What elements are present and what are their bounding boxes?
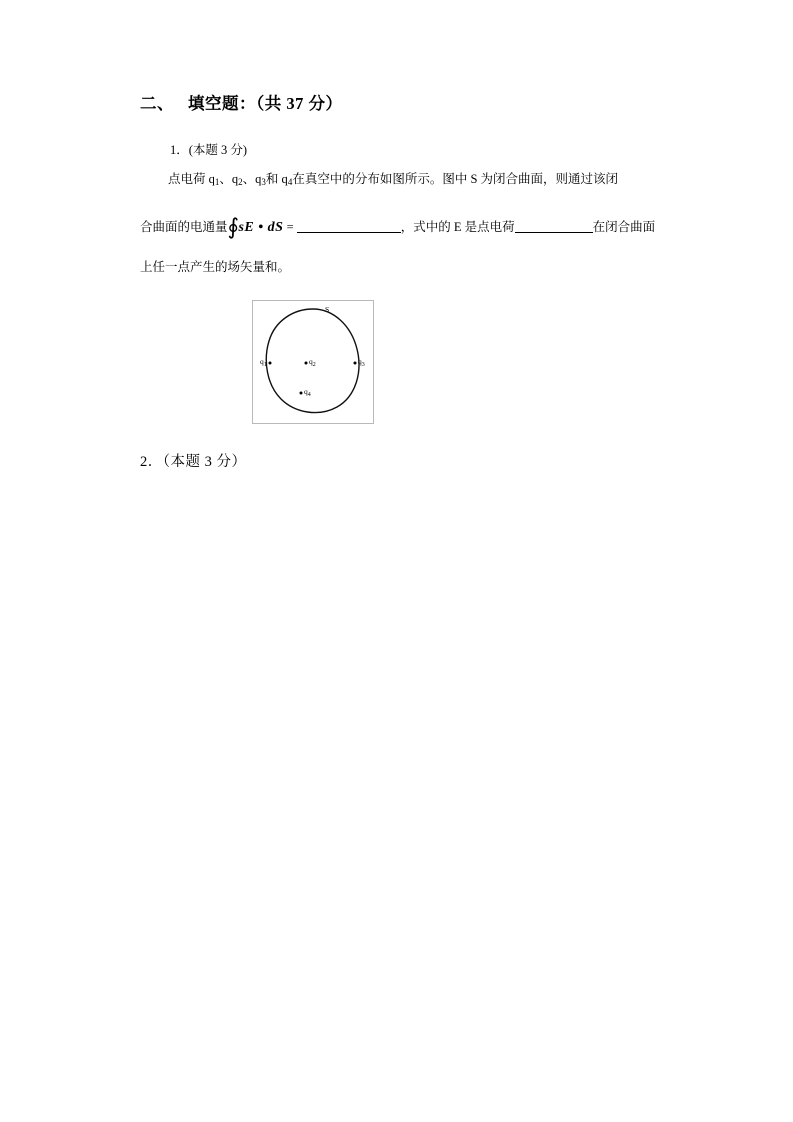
figure-wrapper — [252, 300, 660, 424]
charge-dot-2 — [305, 361, 308, 364]
figure-label-q3: $q_3$ — [358, 356, 365, 368]
charge-dot-3 — [354, 361, 357, 364]
charge-dot-4 — [300, 391, 303, 394]
section-heading — [140, 90, 660, 114]
q1-formula-equals: = — [286, 219, 294, 234]
q1-formula — [227, 213, 284, 239]
q1-sub-4: 4 — [287, 177, 293, 187]
q1-line2-mid: ，式中的 E 是点电荷 — [400, 219, 515, 234]
figure-label-surface — [325, 305, 329, 314]
q1-line2-tail: 在闭合曲面 — [592, 219, 656, 234]
q1-text-d: 和 q — [265, 172, 288, 186]
question-2-mark: 2．（本题 3 分） — [140, 453, 247, 470]
q1-text-b: 、q — [219, 172, 239, 186]
q1-sub-2: 2 — [238, 177, 243, 187]
charge-dot-1 — [269, 361, 272, 364]
question-1-mark: 1．(本题 3 分) — [170, 143, 248, 157]
question-1-line-1 — [140, 164, 660, 196]
q1-sub-1: 1 — [214, 177, 220, 187]
answer-blank-1[interactable] — [297, 232, 401, 233]
figure-label-surface-text: S — [325, 304, 330, 314]
answer-blank-2[interactable] — [515, 232, 593, 233]
document-content — [140, 90, 660, 471]
question-1-line-3 — [140, 252, 660, 284]
q1-line2-prefix: 合曲面的电通量 — [140, 219, 228, 234]
q1-text-e: 在真空中的分布如图所示。图中 S 为闭合曲面，则通过该闭 — [292, 172, 619, 186]
question-1-body — [140, 164, 660, 284]
q1-line3-text: 上任一点产生的场矢量和。 — [140, 259, 291, 274]
q1-text-a: 点电荷 q — [168, 172, 215, 186]
gauss-surface-figure — [252, 300, 374, 424]
question-1-line-2 — [140, 196, 660, 252]
figure-label-q4: $q_4$ — [304, 386, 311, 398]
section-number: 二、 — [140, 94, 174, 113]
contour-integral-icon: ∮ — [227, 213, 240, 239]
figure-label-q2: $q_2$ — [309, 356, 316, 368]
question-2 — [140, 450, 660, 471]
q1-sub-3: 3 — [261, 177, 266, 187]
figure-label-q1: $q_1$ — [260, 356, 267, 368]
q1-formula-body: sE • dS — [238, 219, 284, 235]
section-title: 填空题：（共 37 分） — [188, 94, 343, 113]
q1-text-c: 、q — [242, 172, 262, 186]
question-1 — [140, 140, 660, 424]
